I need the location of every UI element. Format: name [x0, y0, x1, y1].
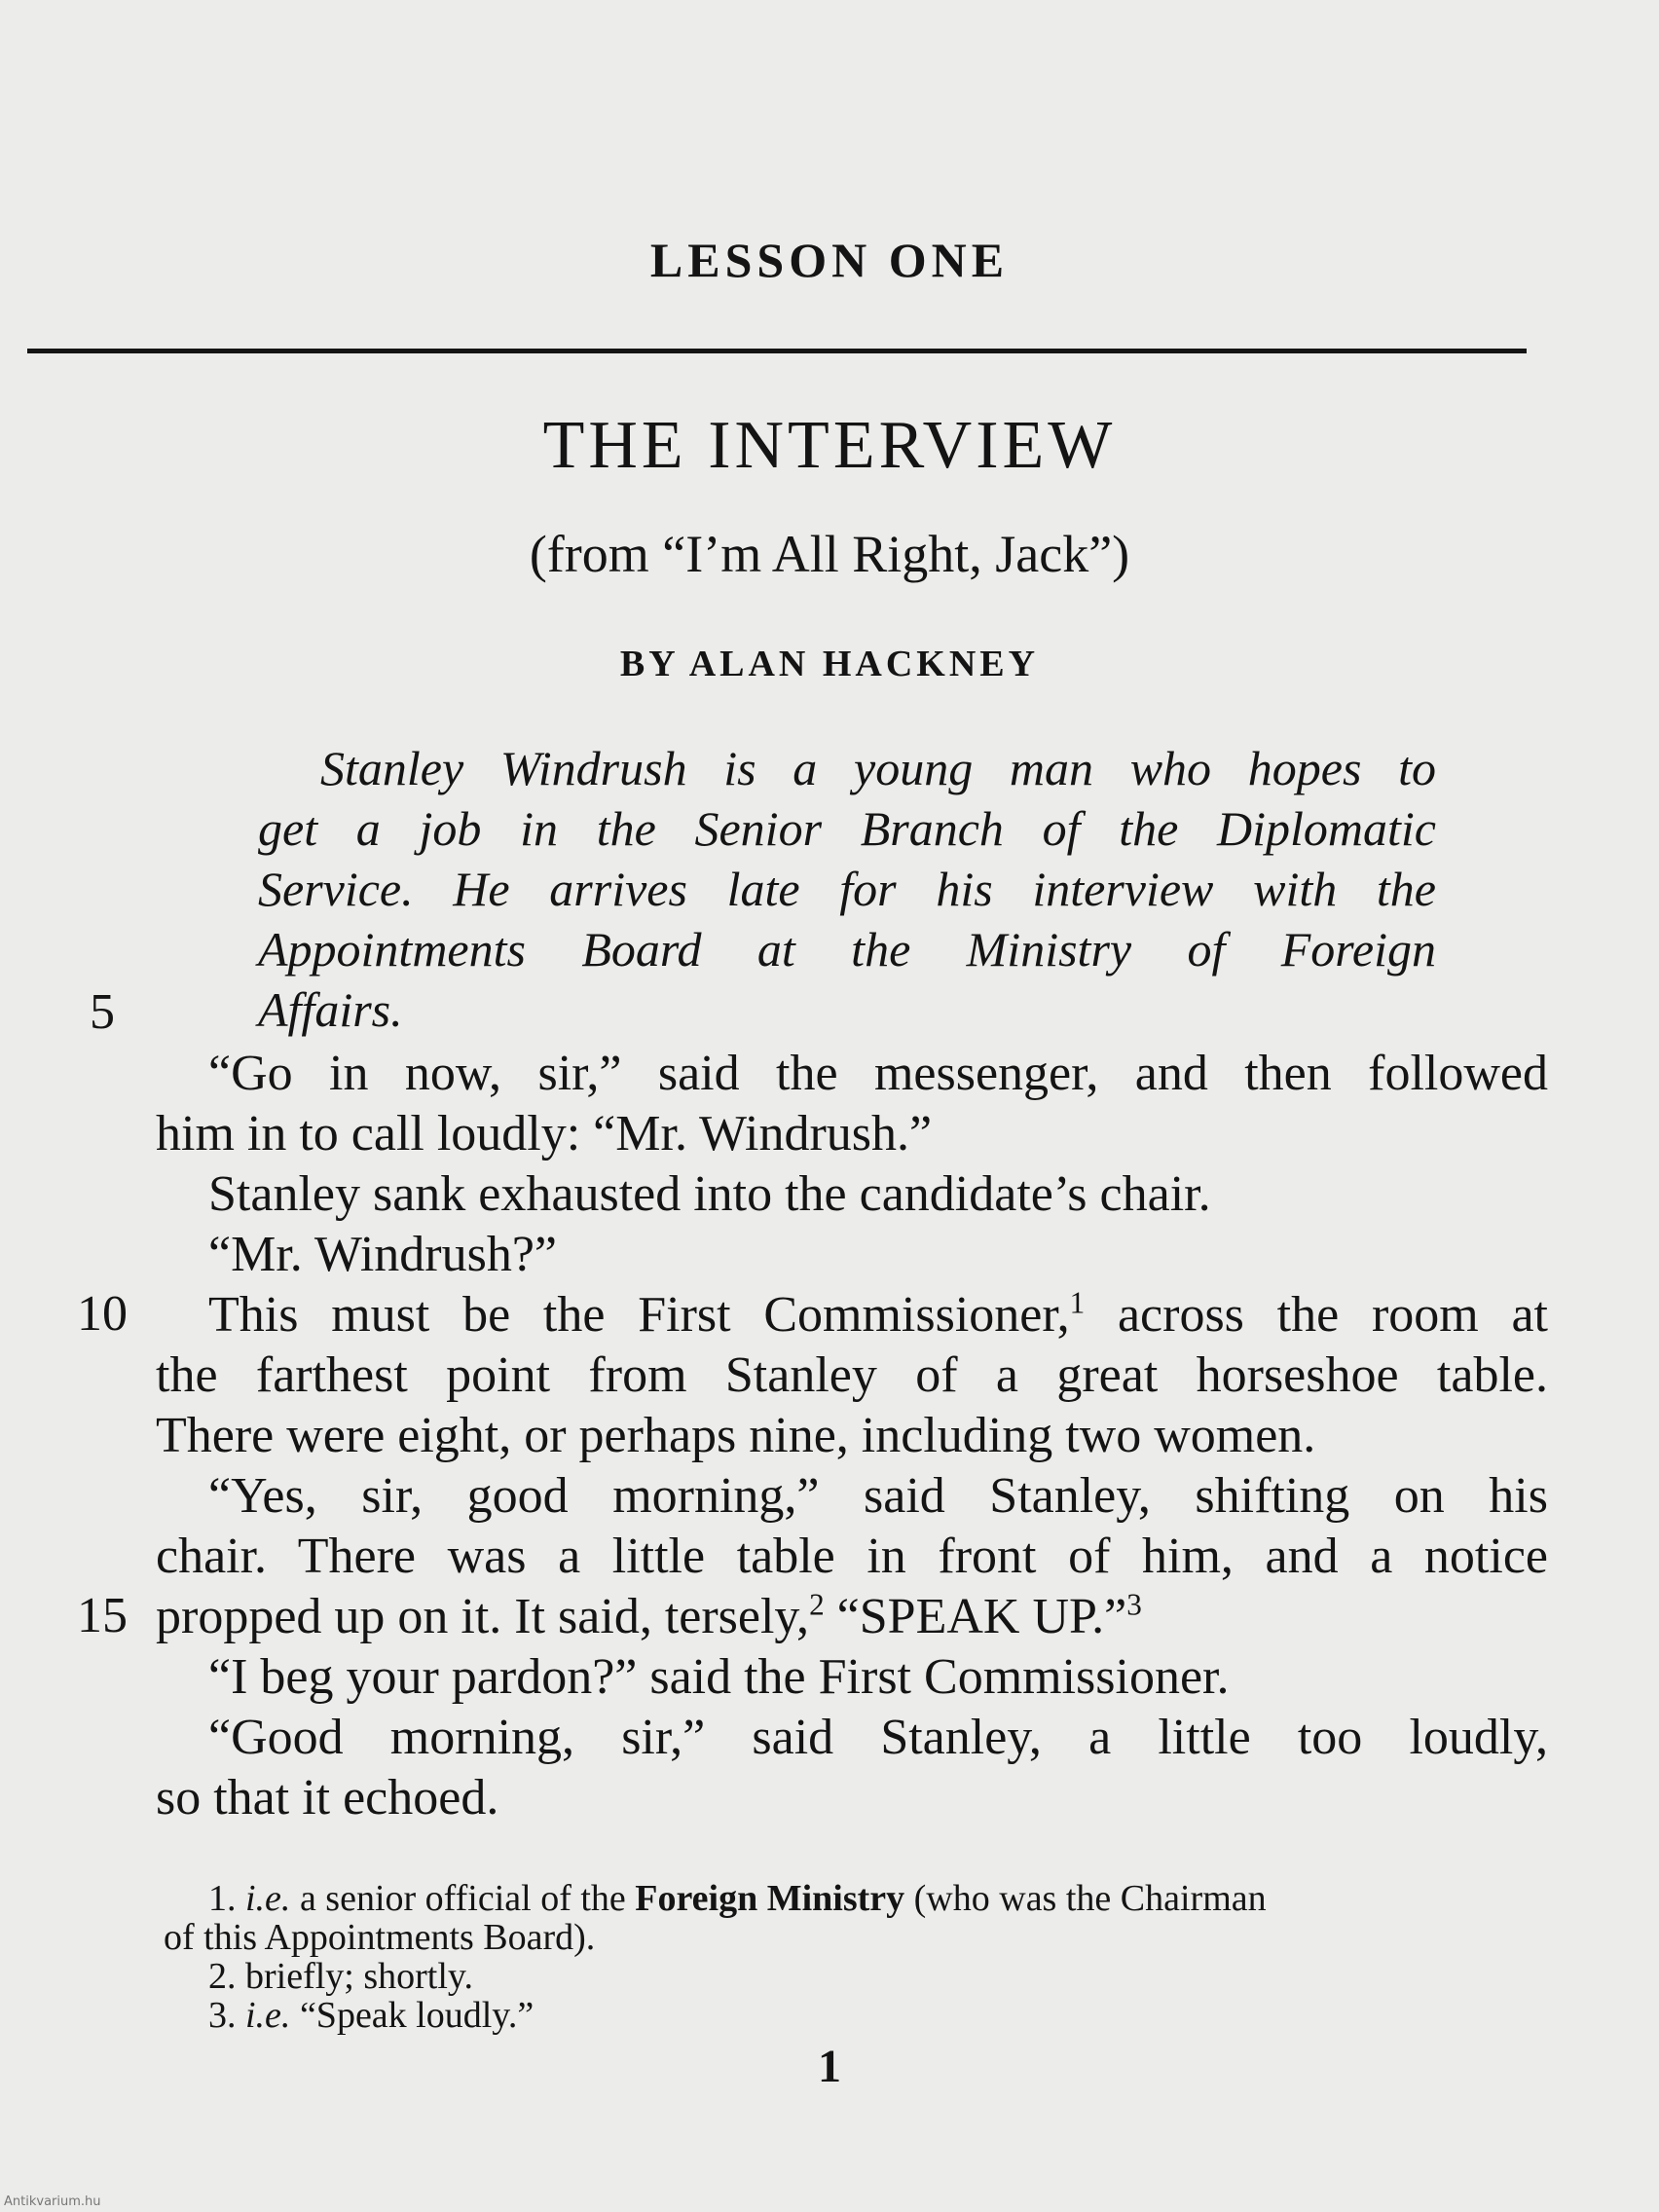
- text-line: “Yes, sir, good morning,” said Stanley, shifting on his: [208, 1468, 1548, 1524]
- text-line: [156, 1285, 1548, 1346]
- text-line: “Mr. Windrush?”: [208, 1227, 557, 1282]
- intro-line: Stanley Windrush is a young man who hopes to: [320, 741, 1436, 795]
- intro-line: Service. He arrives late for his interview with the: [258, 862, 1436, 916]
- intro-paragraph: [258, 738, 1436, 1040]
- footnote-1-continued: of this Appointments Board).: [164, 1917, 596, 1958]
- text-line: “Good morning, sir,” said Stanley, a little too loudly,: [208, 1710, 1548, 1765]
- page-number: 1: [818, 2041, 841, 2092]
- text-line: There were eight, or perhaps nine, including two women.: [156, 1408, 1316, 1463]
- line-number: 15: [77, 1588, 128, 1643]
- footnote-mark: 1: [1069, 1285, 1086, 1320]
- chapter-title: THE INTERVIEW: [542, 408, 1117, 483]
- footnote-3: 3. i.e. “Speak loudly.”: [208, 1995, 535, 2036]
- text-line: Stanley sank exhausted into the candidate’s chair.: [208, 1166, 1211, 1222]
- source-line: (from “I’m All Right, Jack”): [529, 525, 1130, 583]
- text-line: so that it echoed.: [156, 1770, 499, 1825]
- heading-rule: [27, 349, 1527, 353]
- text-line: the farthest point from Stanley of a great horseshoe table.: [156, 1347, 1548, 1403]
- footnote-1: 1. i.e. a senior official of the Foreign Ministry (who was the Chairman: [208, 1878, 1267, 1919]
- text-line: chair. There was a little table in front of him, and a notice: [156, 1529, 1548, 1584]
- watermark: Antikvarium.hu: [4, 2194, 101, 2209]
- text-line: [156, 1587, 1548, 1647]
- text-segment: propped up on it. It said, tersely,: [156, 1589, 810, 1644]
- intro-line: get a job in the Senior Branch of the Diplomatic: [258, 801, 1436, 856]
- footnote-2: 2. briefly; shortly.: [208, 1956, 473, 1997]
- text-segment: This must be the First Commissioner,: [208, 1287, 1070, 1343]
- text-line: “Go in now, sir,” said the messenger, and then followed: [208, 1046, 1548, 1101]
- text-segment: across the room at: [1117, 1287, 1549, 1343]
- line-number: 5: [90, 984, 115, 1040]
- footnote-mark: 3: [1126, 1587, 1142, 1622]
- text-line: him in to call loudly: “Mr. Windrush.”: [156, 1106, 933, 1161]
- footnote-mark: 2: [809, 1587, 825, 1622]
- intro-line: Affairs.: [258, 982, 403, 1037]
- lesson-heading: LESSON ONE: [649, 233, 1010, 287]
- footnotes: [164, 1879, 1546, 2035]
- story-text: [156, 1044, 1548, 1828]
- intro-line: Appointments Board at the Ministry of Foreign: [258, 922, 1436, 977]
- text-line: “I beg your pardon?” said the First Commissioner.: [208, 1649, 1230, 1705]
- text-segment: “SPEAK UP.”: [836, 1589, 1127, 1644]
- line-number: 10: [77, 1286, 128, 1342]
- author-byline: BY ALAN HACKNEY: [619, 644, 1040, 684]
